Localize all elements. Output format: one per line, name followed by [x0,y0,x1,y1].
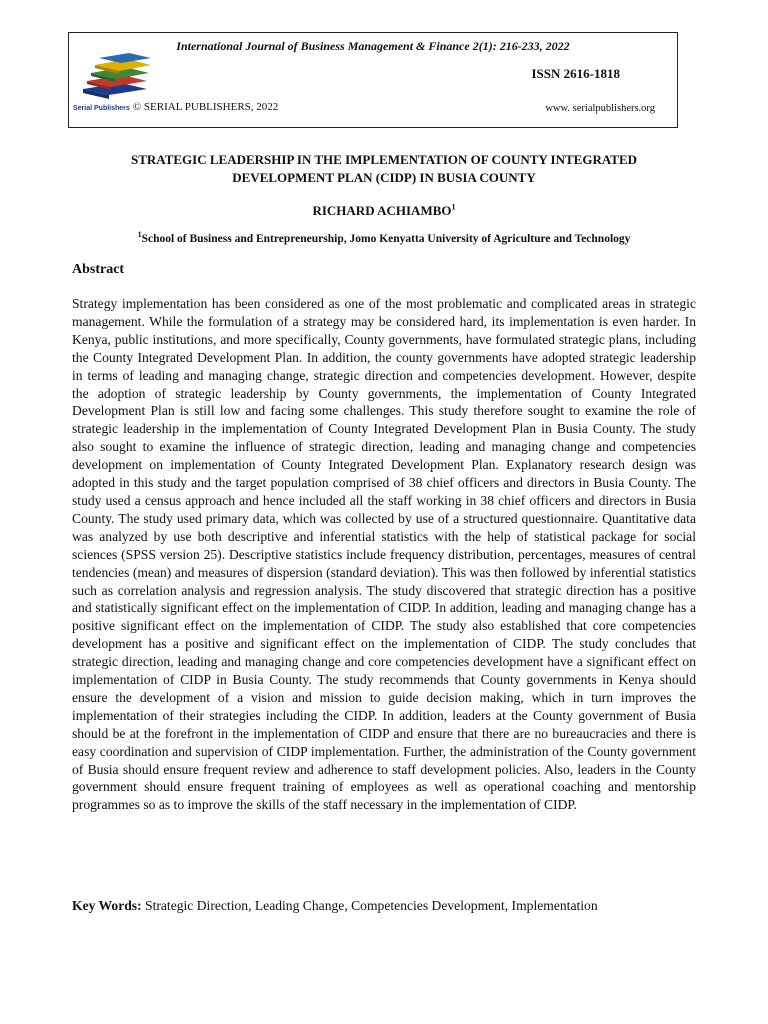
keywords-label: Key Words: [72,898,142,913]
journal-header [68,32,678,128]
affiliation-text: School of Business and Entrepreneurship, Jomo Kenyatta University of Agriculture and Technology [141,233,631,245]
journal-citation: International Journal of Business Management & Finance 2(1): 216-233, 2022 [176,39,570,53]
issn: ISSN 2616-1818 [531,66,620,81]
author [0,203,768,219]
keywords-text: Strategic Direction, Leading Change, Competencies Development, Implementation [145,898,598,913]
abstract-heading: Abstract [72,262,125,277]
author-name: RICHARD ACHIAMBO [312,203,452,218]
affiliation [0,230,768,245]
author-affiliation-mark: 1 [451,202,456,212]
publisher-website[interactable]: www. serialpublishers.org [545,103,655,114]
abstract-body: Strategy implementation has been considered as one of the most problematic and complicated areas in strategic management. While the formulation of a strategy may be considered hard, its implementation is even harder. In Kenya, public institutions, and more specifically, County governments, have formulated strategic plans, including the County Integrated Development Plan. In addition, the county governments have adopted strategic leadership in terms of leading and managing change, strategic direction and competencies development. However, despite the adoption of strategic leadership by County governments, the implementation of County Integrated Development Plan is still low and facing some challenges. This study therefore sought to examine the role of strategic leadership in the implementation of County Integrated Development Plan in Busia County. The study also sought to examine the influence of strategic direction, leading and managing change and competencies development on implementation of County Integrated Development Plan. Explanatory research design was adopted in this study and the target population comprised of 38 chief officers and directors in Busia County. The study used a census approach and hence included all the staff working in 38 chief officers and directors in Busia County. The study used primary data, which was collected by use of a structured questionnaire. Quantitative data was analyzed by use both descriptive and inferential statistics with the help of statistical package for social sciences (SPSS version 25). Descriptive statistics include frequency distribution, percentages, measures of central tendencies (mean) and measures of dispersion (standard deviation). This was then followed by inferential statistics such as correlation analysis and regression analysis. The study discovered that strategic direction has a positive and statistically significant effect on the implementation of CIDP. In addition, leading and managing change has a positive significant effect on the implementation of CIDP. The study also established that core competencies development has a positive and significant effect on the implementation of CIDP. The study concludes that strategic direction, leading and managing change and core competencies development have a significant effect on implementation of CIDP in Busia County. The study recommends that County governments in Kenya should ensure the development of a vision and mission to guide decision making, which in turn improves the implementation of their strategies including the CIDP. In addition, leaders at the County government of Busia should be at the forefront in the implementation of CIDP and ensure that there are no bureaucracies and there is easy coordination and supervision of CIDP implementation. Further, the administration of the County government of Busia should ensure frequent review and adherence to staff development policies. Also, leaders in the County government should ensure frequent training of employees as well as operational coaching and mentorship programmes so as to improve the skills of the staff necessary in the implementation of CIDP. [72,296,696,813]
keywords [72,898,598,914]
paper-title [60,151,708,187]
copyright: © SERIAL PUBLISHERS, 2022 [132,101,279,113]
affiliation-mark: 1 [137,230,142,240]
publisher-logo-text: Serial Publishers [73,105,130,112]
title-line-2: DEVELOPMENT PLAN (CIDP) IN BUSIA COUNTY [232,170,536,185]
title-line-1: STRATEGIC LEADERSHIP IN THE IMPLEMENTATION OF COUNTY INTEGRATED [131,152,637,167]
publisher-line [73,101,278,113]
